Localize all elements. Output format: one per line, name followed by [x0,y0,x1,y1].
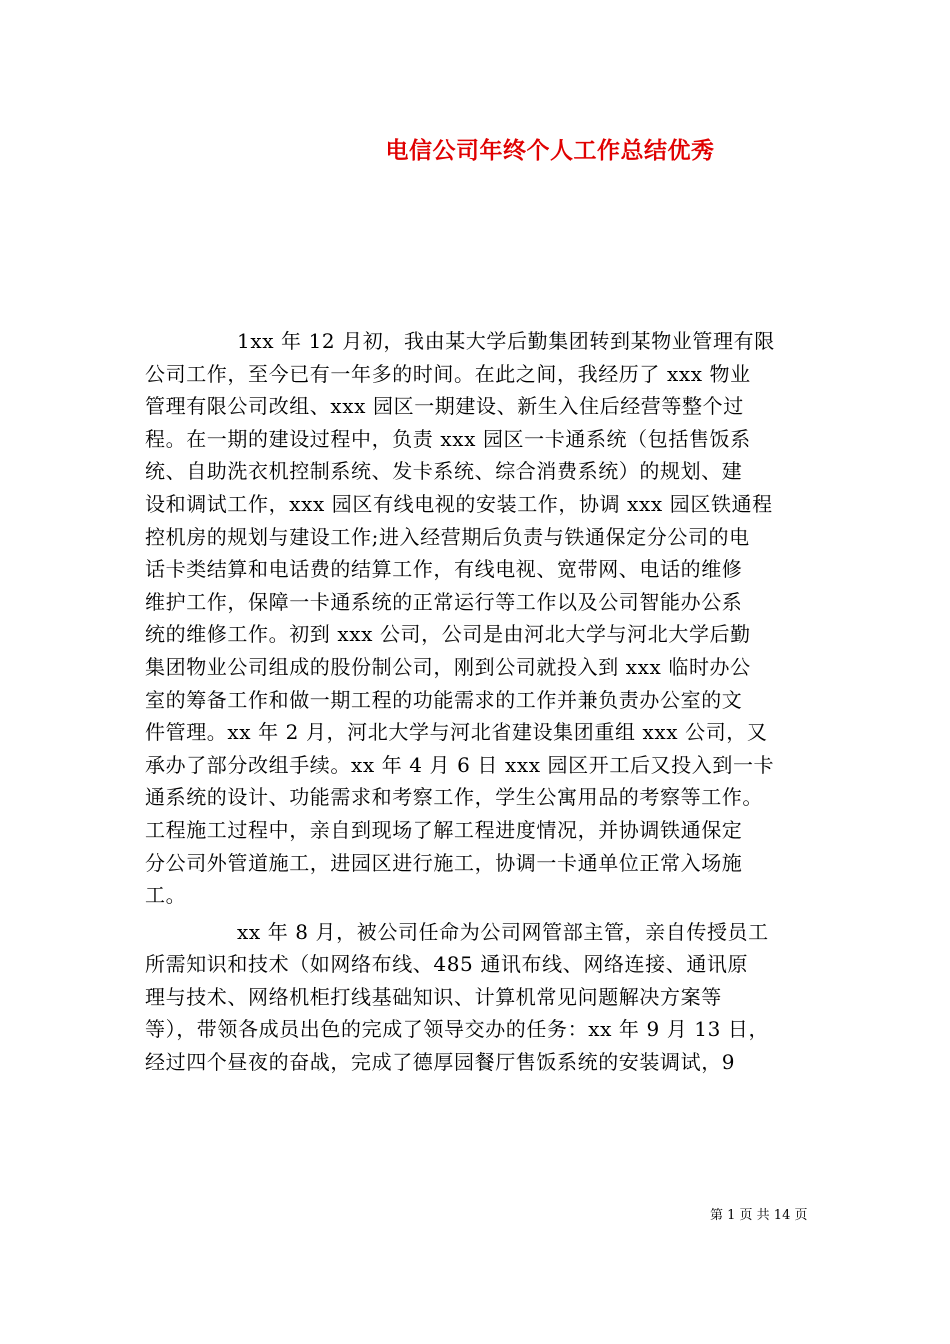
text-line: 1xx 年 12 月初，我由某大学后勤集团转到某物业管理有限 [237,329,775,353]
text-line: 管理有限公司改组、xxx 园区一期建设、新生入住后经营等整个过 [145,394,744,419]
text-line: 设和调试工作，xxx 园区有线电视的安装工作，协调 xxx 园区铁通程 [145,491,773,516]
text-line: 集团物业公司组成的股份制公司，刚到公司就投入到 xxx 临时办公 [145,654,751,679]
text-line: 话卡类结算和电话费的结算工作，有线电视、宽带网、电话的维修 [145,557,743,582]
text-line: 承办了部分改组手续。xx 年 4 月 6 日 xxx 园区开工后又投入到一卡 [145,752,775,777]
text-line: 公司工作，至今已有一年多的时间。在此之间，我经历了 xxx 物业 [145,361,751,386]
document-title: 电信公司年终个人工作总结优秀 [385,137,715,164]
text-line: 工。 [145,883,187,908]
text-line: 室的筹备工作和做一期工程的功能需求的工作并兼负责办公室的文 [145,687,743,712]
text-line: 通系统的设计、功能需求和考察工作，学生公寓用品的考察等工作。 [145,785,763,810]
text-line: 经过四个昼夜的奋战，完成了德厚园餐厅售饭系统的安装调试，9 [145,1050,736,1075]
text-line: 等），带领各成员出色的完成了领导交办的任务：xx 年 9 月 13 日， [145,1017,770,1042]
paragraph-1 [145,325,805,912]
text-line: 所需知识和技术（如网络布线、485 通讯布线、网络连接、通讯原 [145,952,749,977]
text-line: xx 年 8 月，被公司任命为公司网管部主管，亲自传授员工 [237,919,769,944]
page-number-footer: 第 1 页 共 14 页 [710,1208,808,1223]
paragraph-2 [145,916,805,1079]
text-line: 理与技术、网络机柜打线基础知识、计算机常见问题解决方案等 [145,984,722,1009]
text-line: 件管理。xx 年 2 月，河北大学与河北省建设集团重组 xxx 公司，又 [145,720,768,745]
text-line: 维护工作，保障一卡通系统的正常运行等工作以及公司智能办公系 [145,589,743,614]
document-body [145,325,805,1079]
text-line: 统、自助洗衣机控制系统、发卡系统、综合消费系统）的规划、建 [145,459,743,484]
text-line: 工程施工过程中，亲自到现场了解工程进度情况，并协调铁通保定 [145,817,743,842]
text-line: 控机房的规划与建设工作;进入经营期后负责与铁通保定分公司的电 [145,524,750,549]
text-line: 分公司外管道施工，进园区进行施工，协调一卡通单位正常入场施 [145,850,743,875]
text-line: 程。在一期的建设过程中，负责 xxx 园区一卡通系统（包括售饭系 [145,426,751,451]
text-line: 统的维修工作。初到 xxx 公司，公司是由河北大学与河北大学后勤 [145,622,751,647]
